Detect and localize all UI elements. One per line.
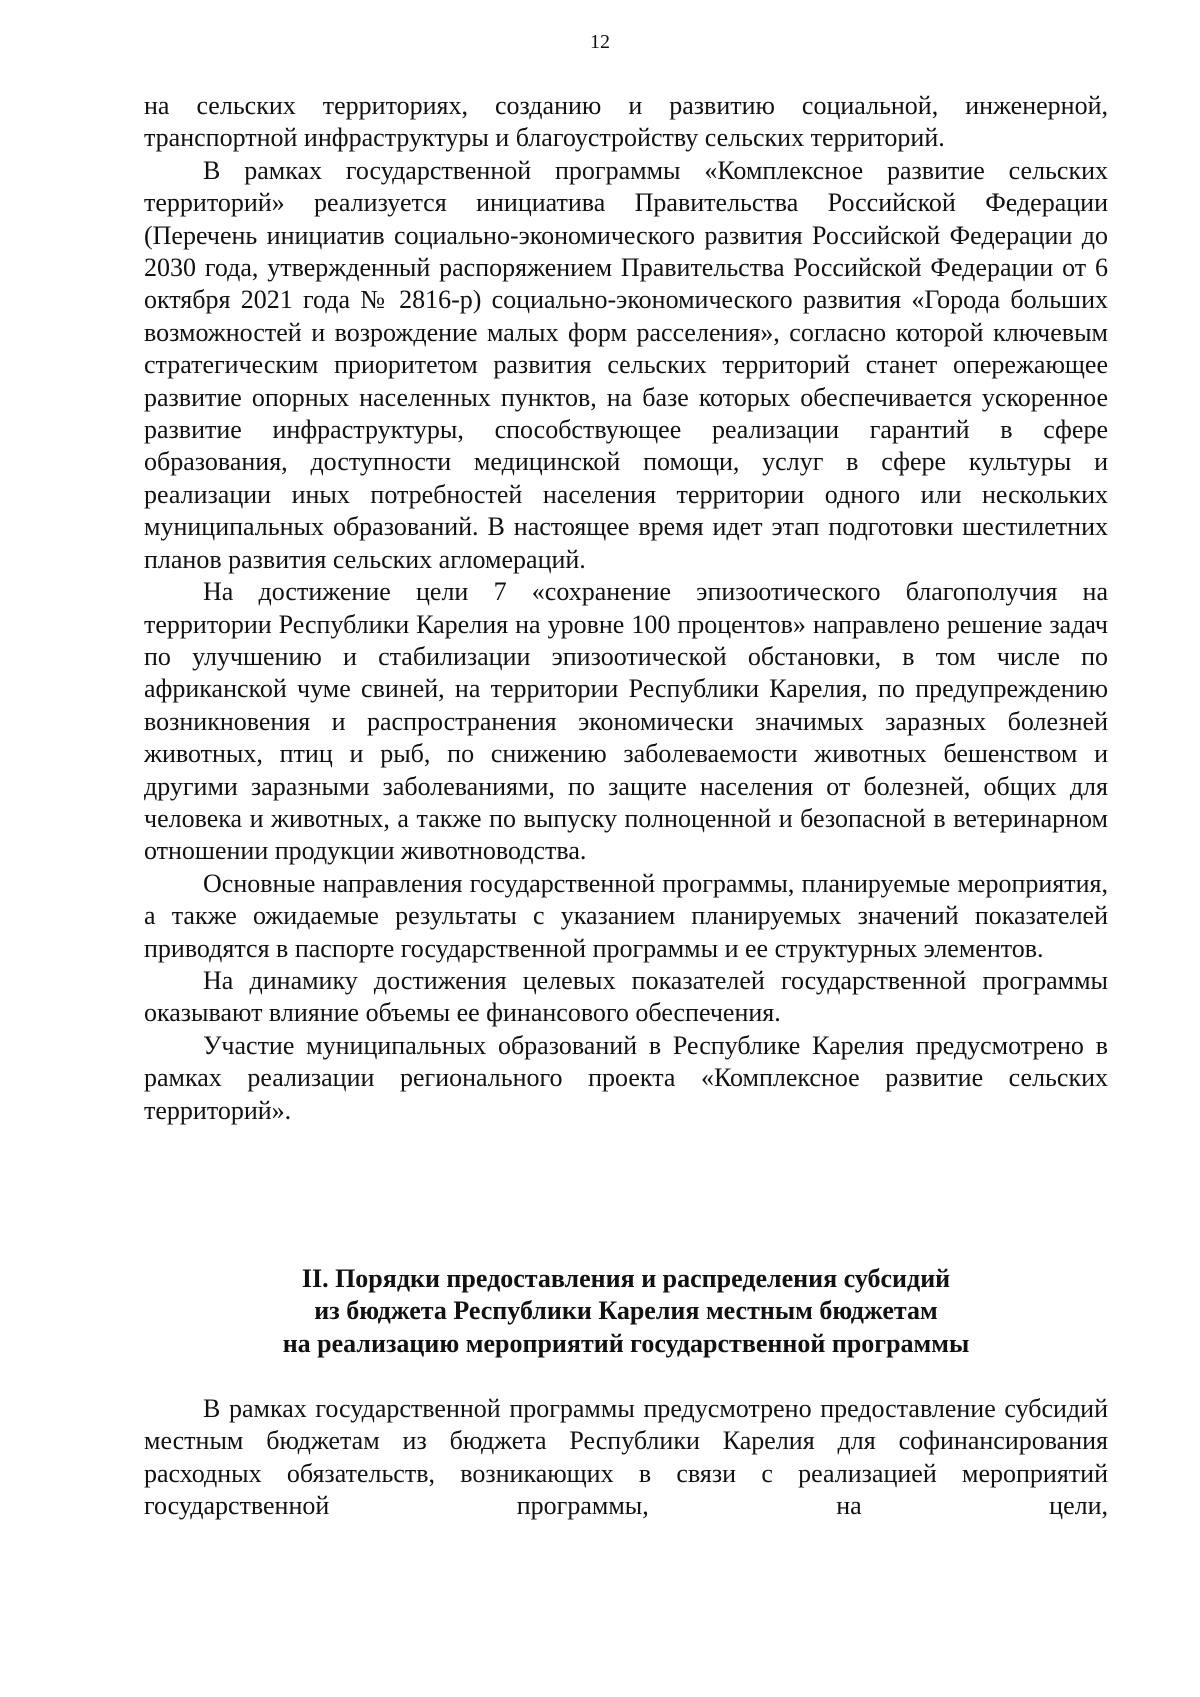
paragraph-rural-initiative: В рамках государственной программы «Комплексное развитие сельских территорий» реализуется инициатива Правительства Российской Федерации (Перечень инициатив социально-экономического развития Российской Федерации до 2030 года, утвержденный распоряжением Правительства Российской Федерации от 6 октября 2021 года № 2816-р) социально-экономического развития «Города больших возможностей и возрождение малых форм расселения», согласно которой ключевым стратегическим приоритетом развития сельских территорий станет опережающее развитие опорных населенных пунктов, на базе которых обеспечивается ускоренное развитие инфраструктуры, способствующее реализации гарантий в сфере образования, доступности медицинской помощи, услуг в сфере культуры и реализации иных потребностей населения территории одного или нескольких муниципальных образований. В настоящее время идет этап подготовки шестилетних планов развития сельских агломераций. xyxy=(144,155,1108,574)
paragraph-main-directions: Основные направления государственной программы, планируемые мероприятия, а также ожидаемые результаты с указанием планируемых значений показателей приводятся в паспорте государственной программы и ее структурных элементов. xyxy=(144,868,1108,963)
section-heading-line-2: из бюджета Республики Карелия местным бюджетам xyxy=(314,1296,938,1326)
section-heading xyxy=(144,1263,1108,1360)
paragraph-municipal-participation: Участие муниципальных образований в Республике Карелия предусмотрено в рамках реализации регионального проекта «Комплексное развитие сельских территорий». xyxy=(144,1030,1108,1125)
section-heading-line-3: на реализацию мероприятий государственной программы xyxy=(282,1328,970,1358)
paragraph-subsidies: В рамках государственной программы предусмотрено предоставление субсидий местным бюджетам из бюджета Республики Карелия для софинансирования расходных обязательств, возникающих в связи с реализацией мероприятий государственной программы, на цели, xyxy=(144,1394,1108,1521)
paragraph-continuation: на сельских территориях, созданию и развитию социальной, инженерной, транспортной инфраструктуры и благоустройству сельских территорий. xyxy=(144,91,1108,153)
document-body xyxy=(144,90,1108,1127)
section-body xyxy=(144,1393,1108,1523)
section-heading-line-1: II. Порядки предоставления и распределения субсидий xyxy=(301,1264,951,1293)
paragraph-goal-7: На достижение цели 7 «сохранение эпизоотического благополучия на территории Республики Карелия на уровне 100 процентов» направлено решение задач по улучшению и стабилизации эпизоотической обстановки, в том числе по африканской чуме свиней, на территории Республики Карелия, по предупреждению возникновения и распространения экономически значимых заразных болезней животных, птиц и рыб, по снижению заболеваемости животных бешенством и другими заразными заболеваниями, по защите населения от болезней, общих для человека и животных, а также по выпуску полноценной и безопасной в ветеринарном отношении продукции животноводства. xyxy=(144,577,1108,866)
page-number: 12 xyxy=(590,31,610,53)
paragraph-financing-dynamics: На динамику достижения целевых показателей государственной программы оказывают влияние объемы ее финансового обеспечения. xyxy=(144,965,1108,1028)
